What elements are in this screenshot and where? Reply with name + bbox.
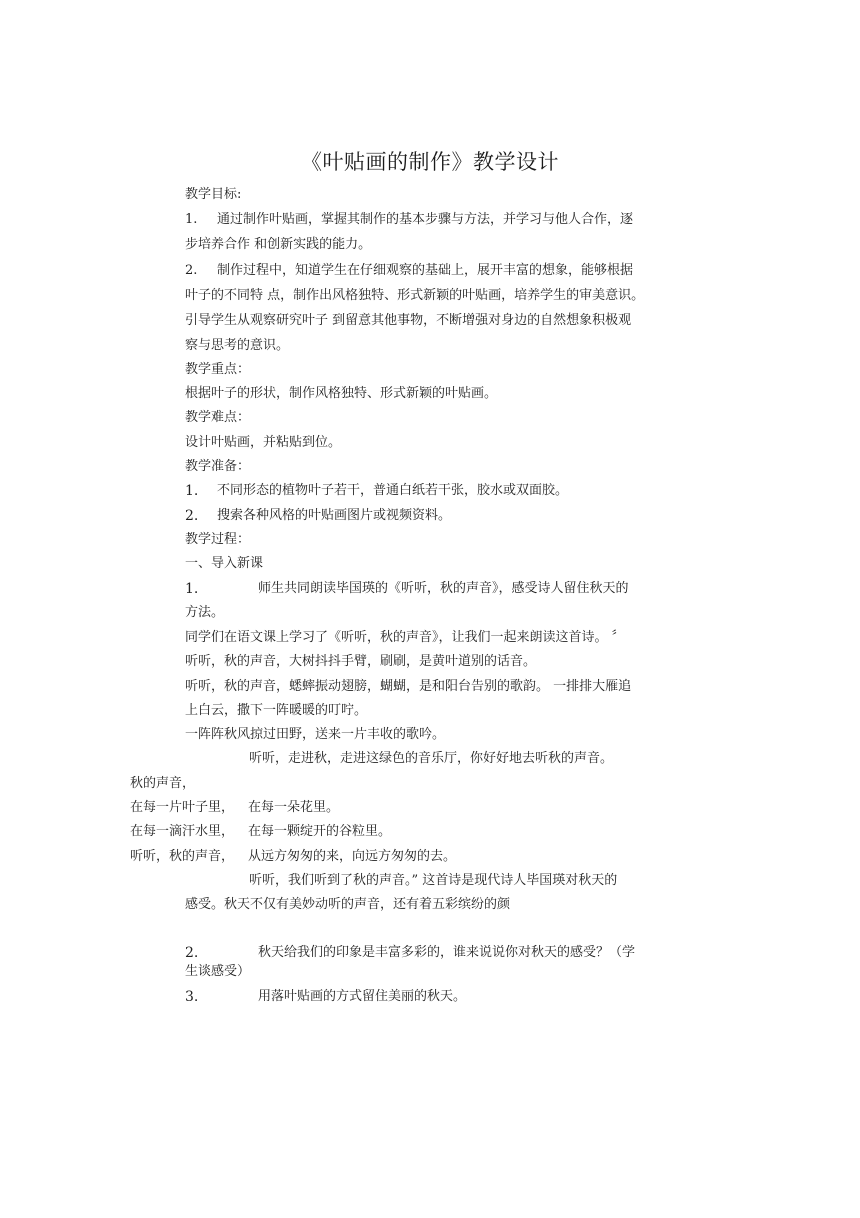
poem-line-1: 听听，秋的声音，大树抖抖手臂，刷刷，是黄叶道别的话音。 [185, 654, 537, 669]
step-2-line2: 生谈感受） [185, 964, 251, 979]
objectives-heading: 教学目标: [185, 187, 242, 202]
step-3-text: 用落叶贴画的方式留住美丽的秋天。 [258, 989, 467, 1004]
poem-stanza-left: 听听，秋的声音， [130, 849, 235, 864]
preparation-1-number: 1. [185, 483, 199, 499]
step-2-number: 2. [185, 945, 199, 961]
key-points-heading: 教学重点： [185, 362, 251, 377]
process-section-1: 一、导入新课 [185, 556, 264, 571]
objective-2-line1: 制作过程中，知道学生在仔细观察的基础上，展开丰富的想象，能够根据 [217, 263, 634, 278]
poem-stanza-left: 在每一片叶子里， [130, 800, 235, 815]
step-3-number: 3. [185, 989, 199, 1005]
poem-outro-line2: 感受。秋天不仅有美妙动听的声音，还有着五彩缤纷的颜 [185, 897, 511, 912]
objective-2-line4: 察与思考的意识。 [185, 338, 290, 353]
poem-stanza-right: 在每一颗绽开的谷粒里。 [248, 824, 392, 839]
poem-line-2a: 听听，秋的声音，蟋蟀振动翅膀，蝴蝴，是和阳台告别的歌韵。 一排排大雁追 [185, 679, 632, 694]
poem-stanza-left: 秋的声音， [130, 776, 196, 791]
objective-1-line2: 步培养合作 和创新实践的能力。 [185, 237, 372, 252]
preparation-heading: 教学准备： [185, 459, 251, 474]
step-1-line2: 方法。 [185, 605, 225, 620]
process-heading: 教学过程： [185, 532, 251, 547]
key-points-text: 根据叶子的形状，制作风格独特、形式新颖的叶贴画。 [185, 386, 498, 401]
step-2-line1: 秋天给我们的印象是丰富多彩的，谁来说说你对秋天的感受？（学 [258, 945, 636, 960]
preparation-2-text: 搜索各种风格的叶贴画图片或视频资料。 [217, 508, 452, 523]
poem-stanza-right: 从远方匆匆的来，向远方匆匆的去。 [248, 849, 457, 864]
objective-2-number: 2. [185, 263, 198, 278]
objective-2-line2: 叶子的不同特 点，制作出风格独特、形式新颖的叶贴画，培养学生的审美意识。 [185, 288, 645, 303]
poem-intro: 同学们在语文课上学习了《听听，秋的声音》，让我们一起来朗读这首诗。 〞 [185, 630, 625, 645]
poem-outro-line1: 听听，我们听到了秋的声音。” 这首诗是现代诗人毕国瑛对秋天的 [249, 873, 618, 888]
poem-stanza-right: 在每一朵花里。 [248, 800, 340, 815]
poem-line-4: 听听，走进秋，走进这绿色的音乐厅，你好好地去听秋的声音。 [249, 751, 614, 766]
poem-line-2b: 上白云，撒下一阵暖暖的叮咛。 [185, 703, 368, 718]
objective-1-line1: 通过制作叶贴画，掌握其制作的基本步骤与方法，并学习与他人合作，逐 [217, 212, 634, 227]
document-title: 《叶贴画的制作》教学设计 [301, 150, 559, 174]
preparation-1-text: 不同形态的植物叶子若干，普通白纸若干张，胶水或双面胶。 [217, 483, 569, 498]
poem-stanza-left: 在每一滴汗水里， [130, 824, 235, 839]
preparation-2-number: 2. [185, 508, 199, 524]
step-1-number: 1. [185, 581, 199, 597]
poem-line-3: 一阵阵秋风掠过田野，送来一片丰收的歌吟。 [185, 727, 446, 742]
objective-2-line3: 引导学生从观察研究叶子 到留意其他事物，不断增强对身边的自然想象积极观 [185, 313, 632, 328]
step-1-line1: 师生共同朗读毕国瑛的《听听，秋的声音》，感受诗人留住秋天的 [258, 581, 629, 596]
objective-1-number: 1. [185, 212, 198, 227]
difficulties-heading: 教学难点： [185, 410, 251, 425]
difficulties-text: 设计叶贴画，并粘贴到位。 [185, 435, 342, 450]
